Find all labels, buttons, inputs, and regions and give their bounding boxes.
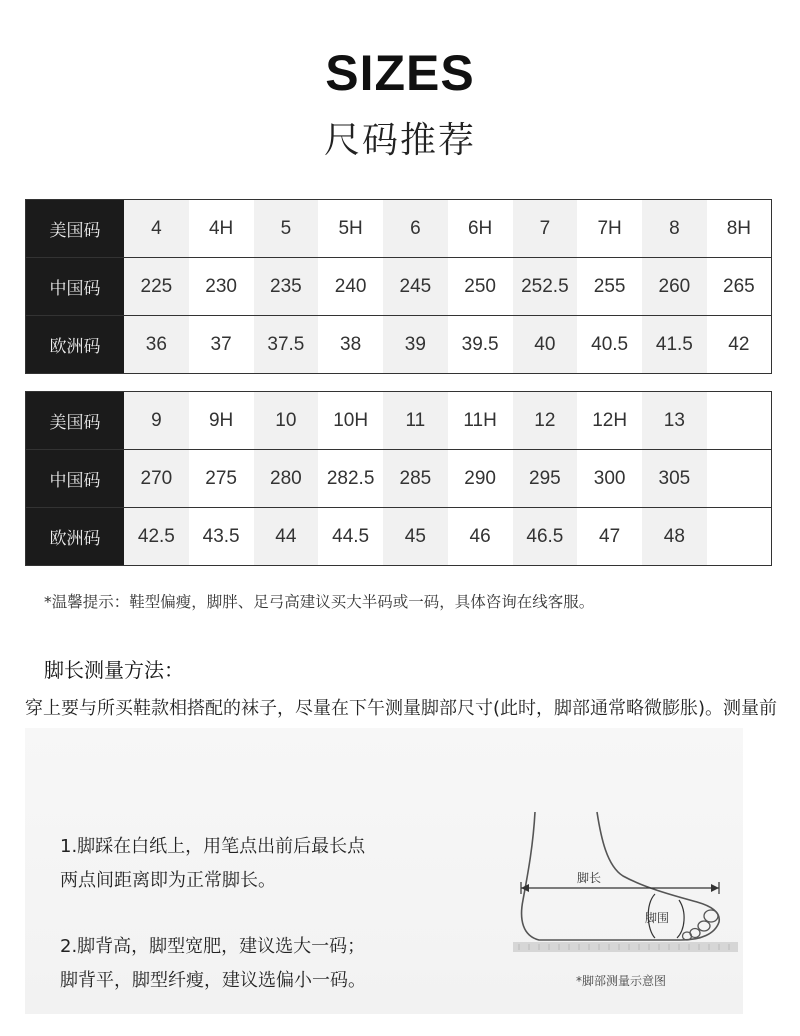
size-cell: 40.5 xyxy=(591,333,629,355)
size-cell: 42 xyxy=(728,333,750,355)
size-row xyxy=(26,200,772,258)
girth-label: 脚围 xyxy=(645,911,670,925)
size-cell: 4H xyxy=(189,200,254,258)
size-cell: 245 xyxy=(383,258,448,316)
girth-loop-right xyxy=(677,900,684,938)
size-row xyxy=(26,316,772,374)
size-cell: 265 xyxy=(707,258,772,316)
size-cell: 250 xyxy=(448,258,513,316)
size-cell: 42.5 xyxy=(124,508,189,566)
size-cell: 39 xyxy=(383,316,448,374)
step-1-line-2: 两点间距离即为正常脚长。 xyxy=(60,870,276,891)
step-1 xyxy=(60,830,365,898)
step-2-line-2: 脚背平，脚型纤瘦，建议选偏小一码。 xyxy=(60,970,366,991)
size-cell: 44 xyxy=(254,508,319,566)
size-cell: 40 xyxy=(513,316,578,374)
size-cell: 11 xyxy=(383,392,448,450)
size-table-2 xyxy=(25,391,772,566)
size-cell: 240 xyxy=(318,258,383,316)
size-row xyxy=(26,450,772,508)
method-title: 脚长测量方法： xyxy=(44,658,184,682)
row-label: 欧洲码 xyxy=(26,508,125,566)
size-cell: 39.5 xyxy=(461,333,499,355)
size-cell: 12H xyxy=(577,392,642,450)
size-cell: 270 xyxy=(124,450,189,508)
size-row xyxy=(26,258,772,316)
toes-icon xyxy=(683,910,719,940)
size-cell: 6H xyxy=(448,200,513,258)
size-row xyxy=(26,392,772,450)
size-cell: 5H xyxy=(318,200,383,258)
size-cell: 290 xyxy=(448,450,513,508)
row-label: 欧洲码 xyxy=(26,316,125,374)
size-cell: 230 xyxy=(189,258,254,316)
step-1-line-1: 1.脚踩在白纸上，用笔点出前后最长点 xyxy=(60,836,366,857)
size-cell: 38 xyxy=(340,333,362,355)
length-label: 脚长 xyxy=(577,871,602,885)
size-cell: 7H xyxy=(577,200,642,258)
size-cell: 46 xyxy=(469,525,491,547)
page-subtitle: 尺码推荐 xyxy=(323,120,476,161)
size-cell: 225 xyxy=(124,258,189,316)
step-2 xyxy=(60,930,366,998)
step-2-line-1: 2.脚背高，脚型宽肥，建议选大一码； xyxy=(60,936,366,957)
row-label: 中国码 xyxy=(26,258,125,316)
size-cell: 255 xyxy=(577,258,642,316)
size-cell: 37.5 xyxy=(254,316,319,374)
row-label: 美国码 xyxy=(26,200,125,258)
size-cell: 7 xyxy=(513,200,578,258)
foot-measurement-illustration xyxy=(505,808,745,968)
size-cell: 13 xyxy=(642,392,707,450)
size-cell: 285 xyxy=(383,450,448,508)
size-cell: 10H xyxy=(318,392,383,450)
size-cell: 8H xyxy=(707,200,772,258)
size-cell: 37 xyxy=(210,333,232,355)
size-cell: 44.5 xyxy=(332,525,370,547)
size-cell: 280 xyxy=(254,450,319,508)
size-tip-note: *温馨提示：鞋型偏瘦，脚胖、足弓高建议买大半码或一码，具体咨询在线客服。 xyxy=(44,593,595,611)
size-cell: 275 xyxy=(189,450,254,508)
size-cell: 282.5 xyxy=(318,450,383,508)
size-table-1 xyxy=(25,199,772,374)
size-cell: 41.5 xyxy=(642,316,707,374)
diagram-caption: *脚部测量示意图 xyxy=(576,974,667,988)
size-cell: 47 xyxy=(599,525,621,547)
row-label: 中国码 xyxy=(26,450,125,508)
size-cell: 46.5 xyxy=(513,508,578,566)
size-cell: 11H xyxy=(448,392,513,450)
size-cell xyxy=(707,508,772,566)
size-cell: 252.5 xyxy=(513,258,578,316)
size-cell: 12 xyxy=(513,392,578,450)
size-cell: 43.5 xyxy=(202,525,240,547)
length-arrow-right xyxy=(711,884,719,892)
size-cell: 10 xyxy=(254,392,319,450)
size-cell: 235 xyxy=(254,258,319,316)
size-cell: 48 xyxy=(642,508,707,566)
row-label: 美国码 xyxy=(26,392,125,450)
size-cell xyxy=(707,392,772,450)
size-cell: 5 xyxy=(254,200,319,258)
size-cell: 260 xyxy=(642,258,707,316)
size-cell: 300 xyxy=(577,450,642,508)
size-cell: 9 xyxy=(124,392,189,450)
size-cell: 36 xyxy=(124,316,189,374)
floor-strip xyxy=(513,942,738,952)
size-cell: 45 xyxy=(383,508,448,566)
size-cell: 305 xyxy=(642,450,707,508)
foot-outline xyxy=(522,812,720,940)
size-cell: 4 xyxy=(124,200,189,258)
size-cell: 295 xyxy=(513,450,578,508)
page-title: SIZES xyxy=(325,45,475,101)
size-cell: 6 xyxy=(383,200,448,258)
size-row xyxy=(26,508,772,566)
size-cell: 8 xyxy=(642,200,707,258)
size-cell xyxy=(707,450,772,508)
size-cell: 9H xyxy=(189,392,254,450)
method-description: 穿上要与所买鞋款相搭配的袜子，尽量在下午测量脚部尺寸(此时，脚部通常略微膨胀)。测量前 xyxy=(25,698,778,719)
